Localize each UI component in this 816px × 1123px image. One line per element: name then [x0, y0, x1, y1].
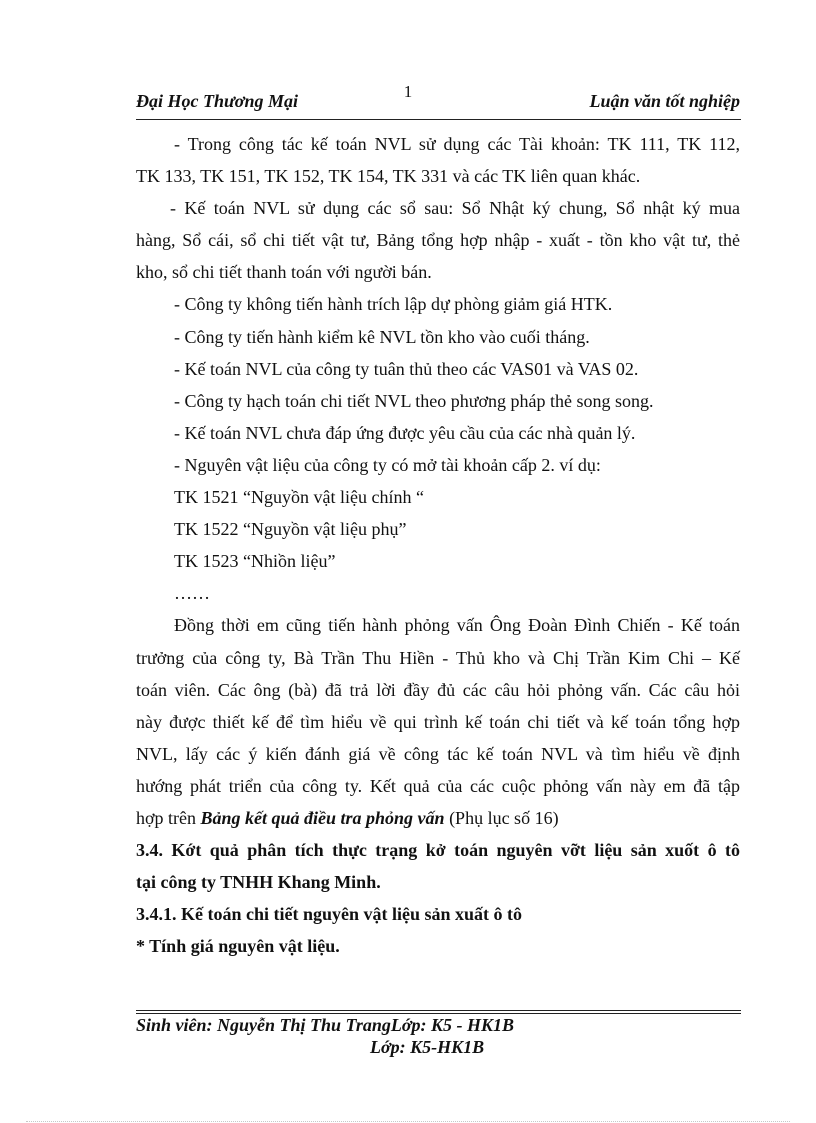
paragraph-line: - Trong công tác kế toán NVL sử dụng các Tài khoản: TK 111, TK 112, — [174, 134, 740, 154]
appendix-reference: Bảng kết quả điều tra phỏng vấn — [200, 807, 445, 828]
header-university: Đại Học Thương Mại — [136, 91, 298, 111]
paragraph-line: - Kế toán NVL sử dụng các sổ sau: Sổ Nhật ký chung, Sổ nhật ký mua — [170, 198, 740, 219]
bullet-line: - Kế toán NVL chưa đáp ứng được yêu cầu của các nhà quản lý. — [174, 422, 636, 443]
footer-class: Lớp: K5-HK1B — [370, 1037, 485, 1057]
paragraph-line: TK 133, TK 151, TK 152, TK 154, TK 331 và các TK liên quan khác. — [136, 166, 641, 187]
footer-rule-bottom — [136, 1013, 741, 1014]
paragraph-line: hướng phát triển của công ty. Kết quả của các cuộc phỏng vấn này em đã tập — [136, 775, 740, 796]
ellipsis-line: …… — [174, 583, 210, 604]
page-edge — [26, 1121, 790, 1122]
bullet-line: - Kế toán NVL của công ty tuân thủ theo các VAS01 và VAS 02. — [174, 358, 639, 379]
bullet-line: - Công ty hạch toán chi tiết NVL theo phương pháp thẻ song song. — [174, 390, 654, 411]
paragraph-text: hợp trên — [136, 807, 201, 828]
account-line: TK 1521 “Nguyồn vật liệu chính “ — [174, 487, 424, 508]
paragraph-line: toán viên. Các ông (bà) đã trả lời đầy đủ các câu hỏi phỏng vấn. Các câu hỏi — [136, 679, 740, 700]
body-text — [136, 128, 740, 962]
account-line: TK 1523 “Nhiồn liệu” — [174, 551, 336, 572]
footer-rule-top — [136, 1010, 741, 1011]
subsection-heading: 3.4.1. Kế toán chi tiết nguyên vật liệu sản xuất ô tô — [136, 904, 523, 925]
paragraph-line: kho, sổ chi tiết thanh toán với người bán. — [136, 262, 432, 283]
footer-student: Sinh viên: Nguyễn Thị Thu TrangLớp: K5 - HK1B — [136, 1015, 515, 1035]
paragraph-line: hàng, Sổ cái, sổ chi tiết vật tư, Bảng tổng hợp nhập - xuất - tồn kho vật tư, thẻ — [136, 230, 740, 251]
page-number: 1 — [403, 82, 413, 101]
bullet-line: - Công ty không tiến hành trích lập dự phòng giảm giá HTK. — [174, 294, 613, 315]
header-document-type: Luận văn tốt nghiệp — [589, 91, 740, 111]
paragraph-line — [136, 802, 740, 834]
paragraph-text: (Phụ lục số 16) — [444, 807, 559, 828]
header-rule — [136, 119, 741, 120]
subsection-heading: * Tính giá nguyên vật liệu. — [136, 936, 340, 957]
paragraph-line: Đồng thời em cũng tiến hành phỏng vấn Ông Đoàn Đình Chiến - Kế toán — [174, 615, 740, 636]
paragraph-line: này được thiết kế để tìm hiểu về qui trình kế toán chi tiết và kế toán tổng hợp — [136, 711, 740, 732]
paragraph-line: NVL, lấy các ý kiến đánh giá về công tác kế toán NVL và tìm hiểu về định — [136, 743, 740, 764]
account-line: TK 1522 “Nguyồn vật liệu phụ” — [174, 519, 407, 540]
section-heading: tại công ty TNHH Khang Minh. — [136, 872, 381, 893]
bullet-line: - Công ty tiến hành kiểm kê NVL tồn kho vào cuối tháng. — [174, 326, 590, 347]
section-heading: 3.4. Kớt quả phân tích thực trạng kở toán nguyên vỡt liệu sản xuốt ô tô — [136, 840, 740, 861]
bullet-line: - Nguyên vật liệu của công ty có mở tài khoản cấp 2. ví dụ: — [174, 454, 601, 475]
paragraph-line: trưởng của công ty, Bà Trần Thu Hiền - Thủ kho và Chị Trần Kim Chi – Kế — [136, 647, 740, 668]
